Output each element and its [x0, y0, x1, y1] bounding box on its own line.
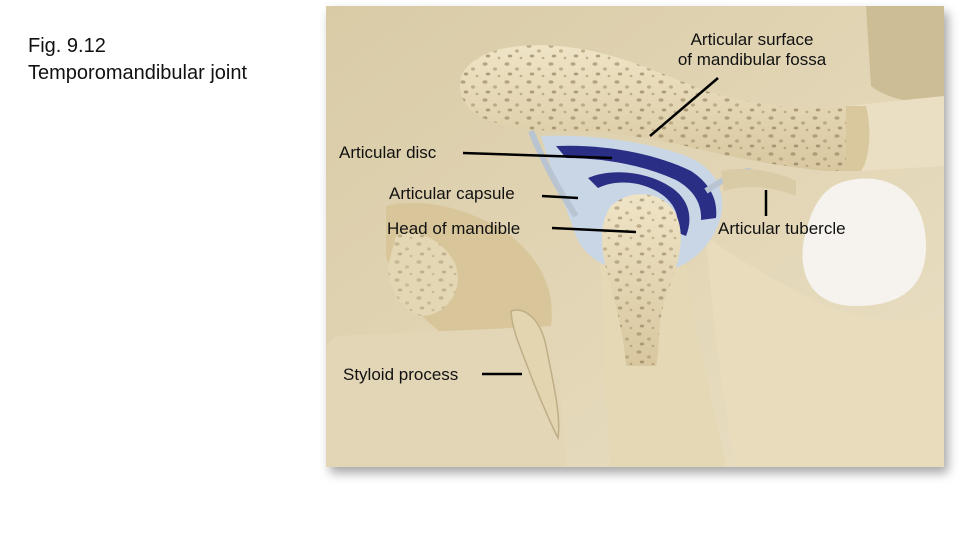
label-head-of-mandible: Head of mandible — [387, 219, 521, 238]
label-articular-surface-line1: Articular surface — [690, 30, 814, 49]
figure-number: Fig. 9.12 — [28, 35, 106, 57]
label-articular-tubercle: Articular tubercle — [718, 219, 846, 238]
label-articular-surface-line2: of mandibular fossa — [677, 50, 827, 69]
label-styloid-process: Styloid process — [343, 365, 459, 384]
figure-title: Temporomandibular joint — [28, 62, 248, 84]
label-articular-surface — [660, 30, 844, 70]
label-articular-disc: Articular disc — [339, 143, 437, 162]
figure-caption — [28, 33, 247, 87]
label-articular-capsule: Articular capsule — [389, 184, 515, 203]
